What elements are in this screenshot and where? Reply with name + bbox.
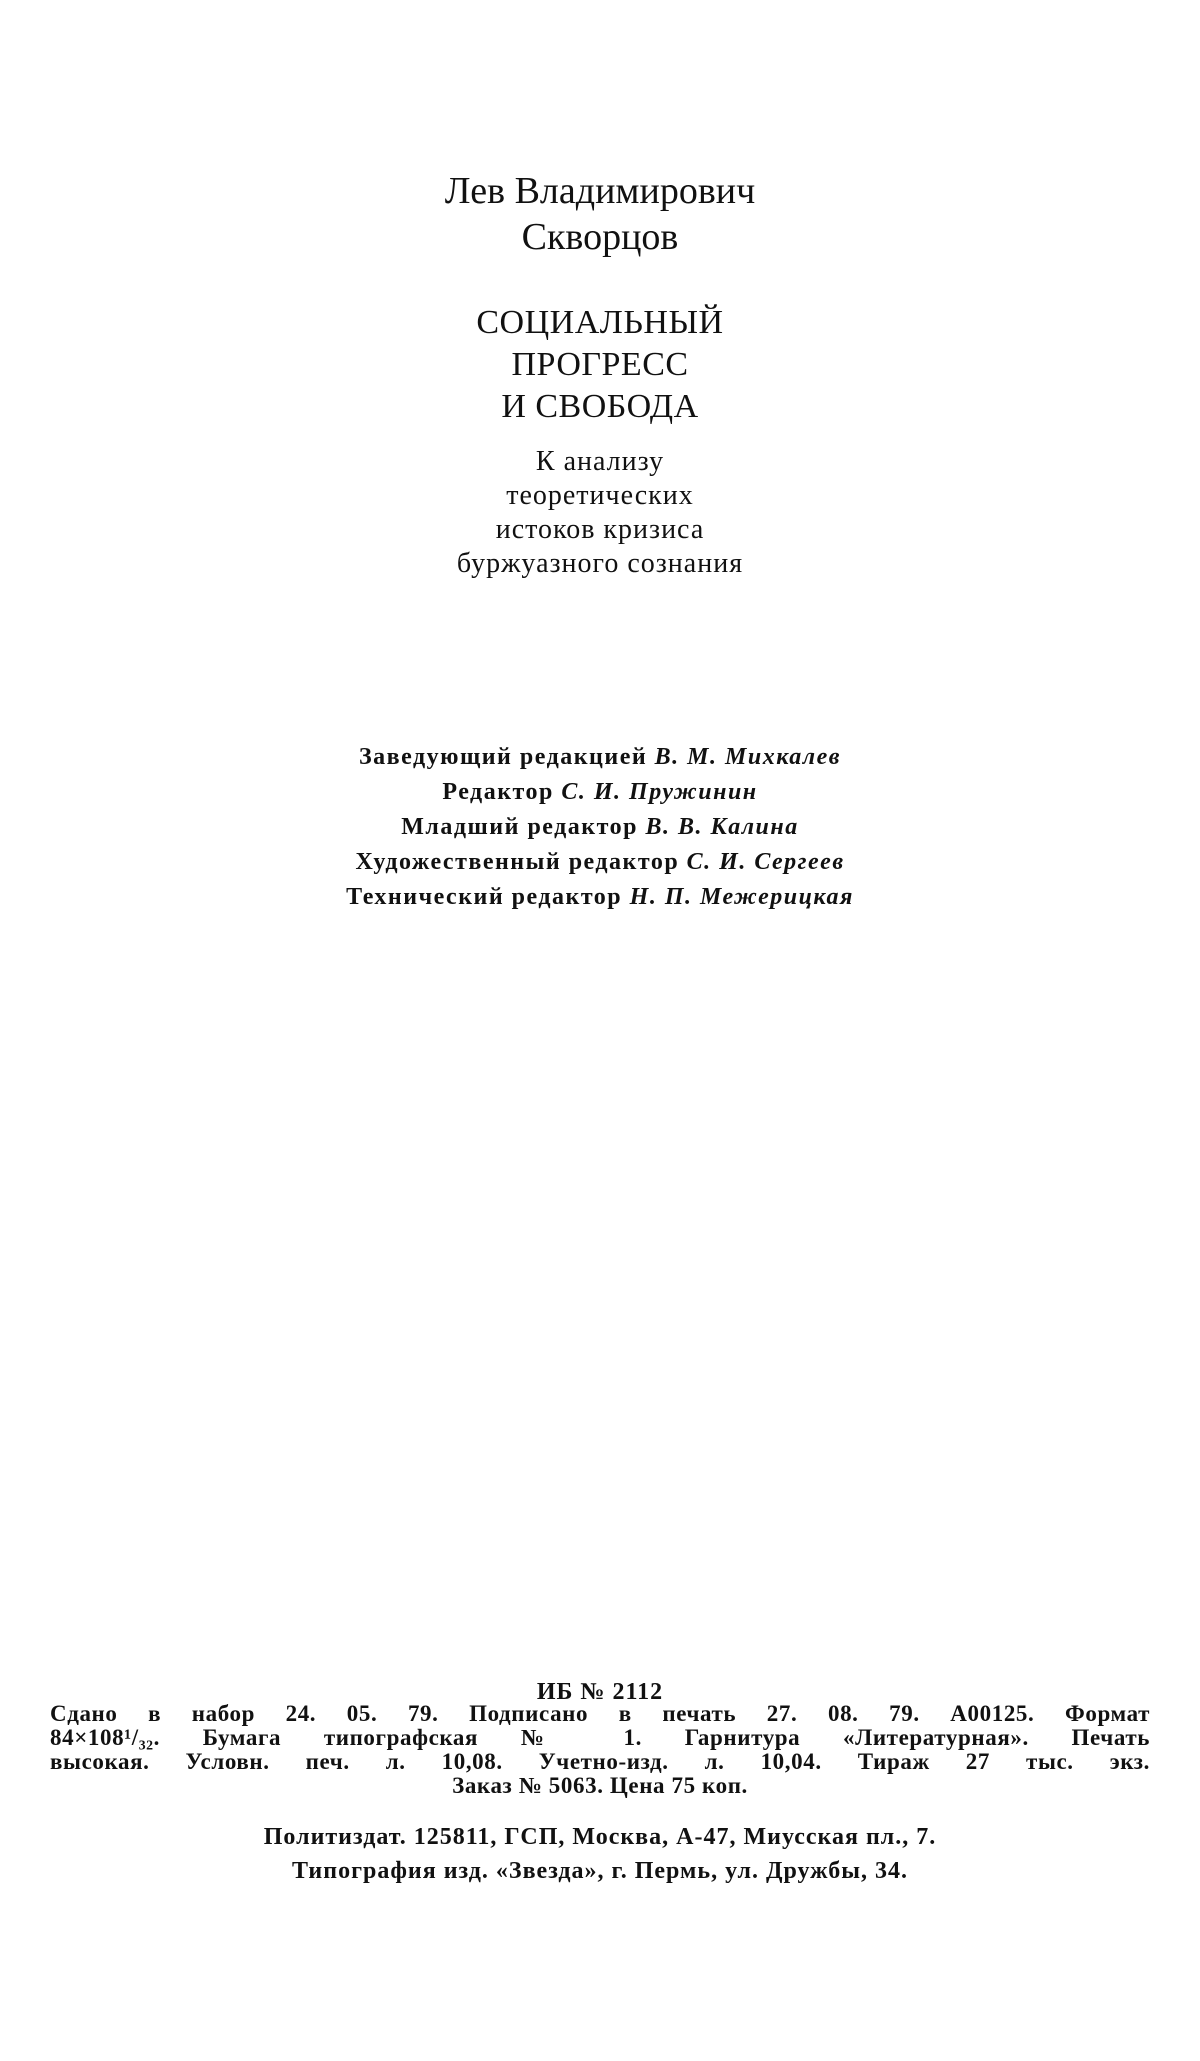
editorial-credits [0,740,1200,915]
credit-person: Н. П. Межерицкая [629,884,854,910]
credit-line [0,880,1200,915]
imprint-line-4: Заказ № 5063. Цена 75 коп. [452,1773,748,1798]
credit-role: Заведующий редакцией [359,744,648,770]
title-line-2: ПРОГРЕСС [511,346,689,383]
subtitle-line-2: теоретических [506,480,694,511]
credit-person: В. В. Калина [645,814,799,840]
book-subtitle [0,445,1200,581]
ib-number: ИБ № 2112 [536,1679,664,1705]
publisher-address: Политиздат. 125811, ГСП, Москва, А-47, Миусская пл., 7. [263,1824,937,1850]
title-line-3: И СВОБОДА [501,388,699,425]
book-title [0,302,1200,428]
author-first-name: Лев Владимирович [444,170,756,212]
credit-person: В. М. Михкалев [654,744,841,770]
imprint-line-1: Сдано в набор 24. 05. 79. Подписано в печать 27. 08. 79. А00125. Формат [50,1701,1150,1726]
credit-line [0,810,1200,845]
imprint-line-3: высокая. Условн. печ. л. 10,08. Учетно-изд. л. 10,04. Тираж 27 тыс. экз. [50,1749,1150,1774]
credit-person: С. И. Пружинин [561,779,758,805]
credit-line [0,845,1200,880]
credit-line [0,740,1200,775]
imprint-line-2: 84×108¹/₃₂. Бумага типографская № 1. Гарнитура «Литературная». Печать [50,1725,1150,1750]
credit-role: Редактор [442,779,554,805]
publisher-info [0,1820,1200,1888]
printing-house: Типография изд. «Звезда», г. Пермь, ул. Дружбы, 34. [292,1858,908,1884]
credit-line [0,775,1200,810]
author-last-name: Скворцов [521,216,679,258]
credit-person: С. И. Сергеев [686,849,845,875]
credit-role: Технический редактор [346,884,623,910]
author-name [0,168,1200,260]
credit-role: Младший редактор [401,814,638,840]
print-imprint [50,1702,1150,1798]
subtitle-line-1: К анализу [535,446,665,477]
subtitle-line-3: истоков кризиса [495,514,705,545]
title-line-1: СОЦИАЛЬНЫЙ [476,304,724,341]
credit-role: Художественный редактор [355,849,680,875]
subtitle-line-4: буржуазного сознания [456,548,744,579]
